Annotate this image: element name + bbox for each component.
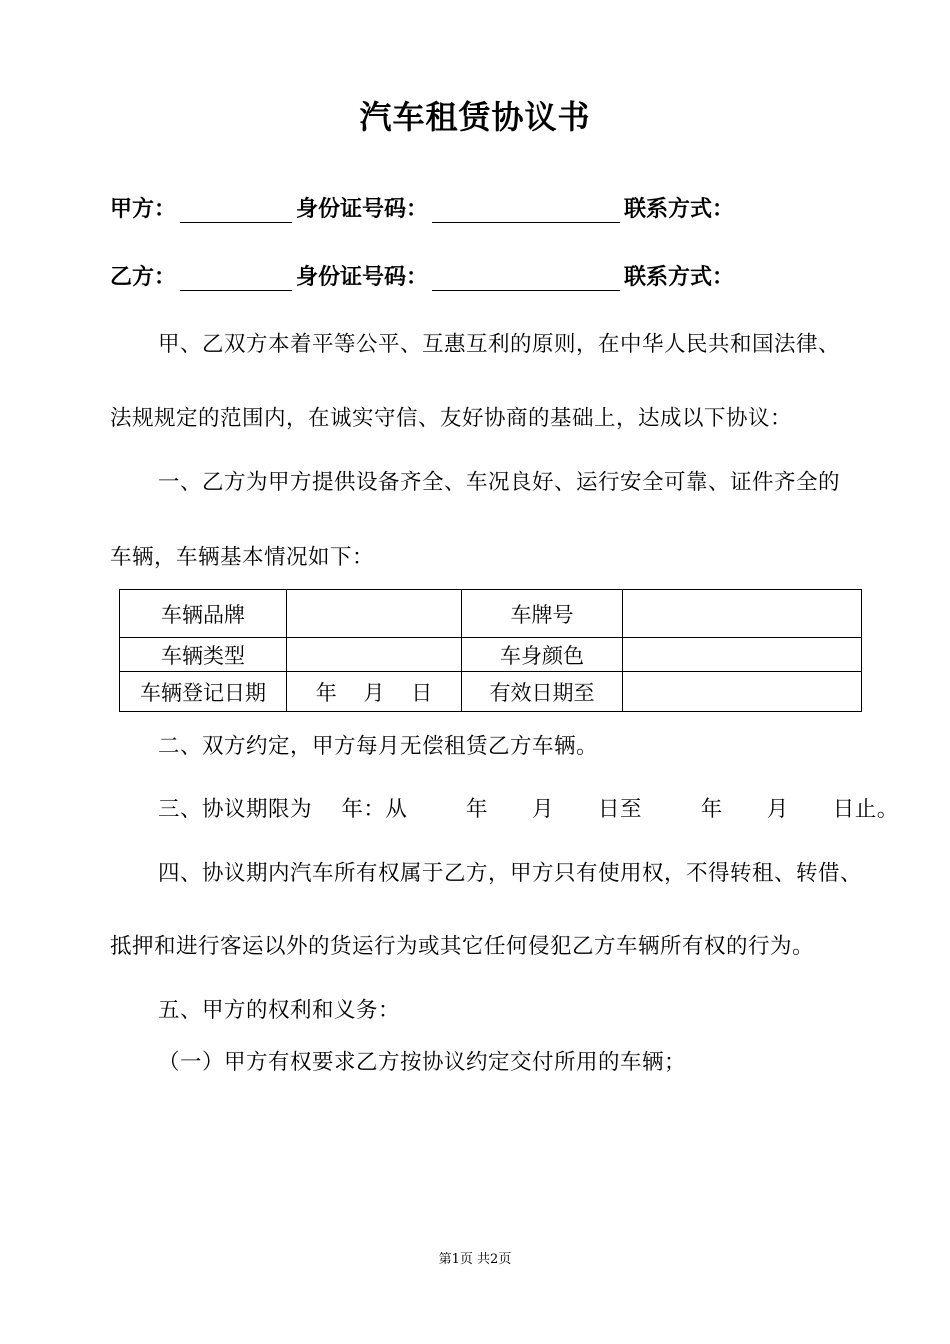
table-row [120,638,862,672]
table-cell [287,590,462,638]
clause-3: 三、协议期限为 年：从 年 月 日至 年 月 日止。 [158,797,899,822]
clause-5-item-1: （一）甲方有权要求乙方按协议约定交付所用的车辆； [158,1050,687,1075]
clause-4-line-2: 抵押和进行客运以外的货运行为或其它任何侵犯乙方车辆所有权的行为。 [110,934,815,959]
document-title: 汽车租赁协议书 [359,98,591,136]
party-b-label: 乙方： [110,265,177,290]
vehicle-info-table [119,589,862,712]
clause-4-line-1: 四、协议期内汽车所有权属于乙方，甲方只有使用权，不得转租、转借、 [158,861,863,886]
party-b-name-blank [180,268,292,291]
table-cell [287,638,462,672]
party-a-row [110,192,734,223]
page-footer: 第1页 共2页 [438,1252,512,1267]
clause-2: 二、双方约定，甲方每月无偿租赁乙方车辆。 [158,734,599,759]
table-cell [623,672,862,712]
party-b-id-label: 身份证号码： [296,265,429,290]
table-cell [623,638,862,672]
table-cell: 车辆类型 [120,638,287,672]
intro-line-1: 甲、乙双方本着平等公平、互惠互利的原则，在中华人民共和国法律、 [158,332,841,357]
party-b-id-blank [432,268,620,291]
table-row [120,672,862,712]
party-a-label: 甲方： [110,197,177,222]
table-cell: 车辆品牌 [120,590,287,638]
clause-1-line-1: 一、乙方为甲方提供设备齐全、车况良好、运行安全可靠、证件齐全的 [158,470,841,495]
table-cell: 车辆登记日期 [120,672,287,712]
party-a-id-blank [432,200,620,223]
intro-line-2: 法规规定的范围内，在诚实守信、友好协商的基础上，达成以下协议： [110,406,793,431]
party-b-contact-label: 联系方式： [624,265,735,290]
table-cell: 车身颜色 [462,638,623,672]
party-a-id-label: 身份证号码： [296,197,429,222]
table-cell: 车牌号 [462,590,623,638]
table-cell [623,590,862,638]
table-cell: 有效日期至 [462,672,623,712]
party-a-name-blank [180,200,292,223]
table-cell: 年 月 日 [287,672,462,712]
clause-1-line-2: 车辆，车辆基本情况如下： [110,545,375,570]
clause-5: 五、甲方的权利和义务： [158,998,401,1023]
table-row [120,590,862,638]
party-b-row [110,260,734,291]
party-a-contact-label: 联系方式： [624,197,735,222]
